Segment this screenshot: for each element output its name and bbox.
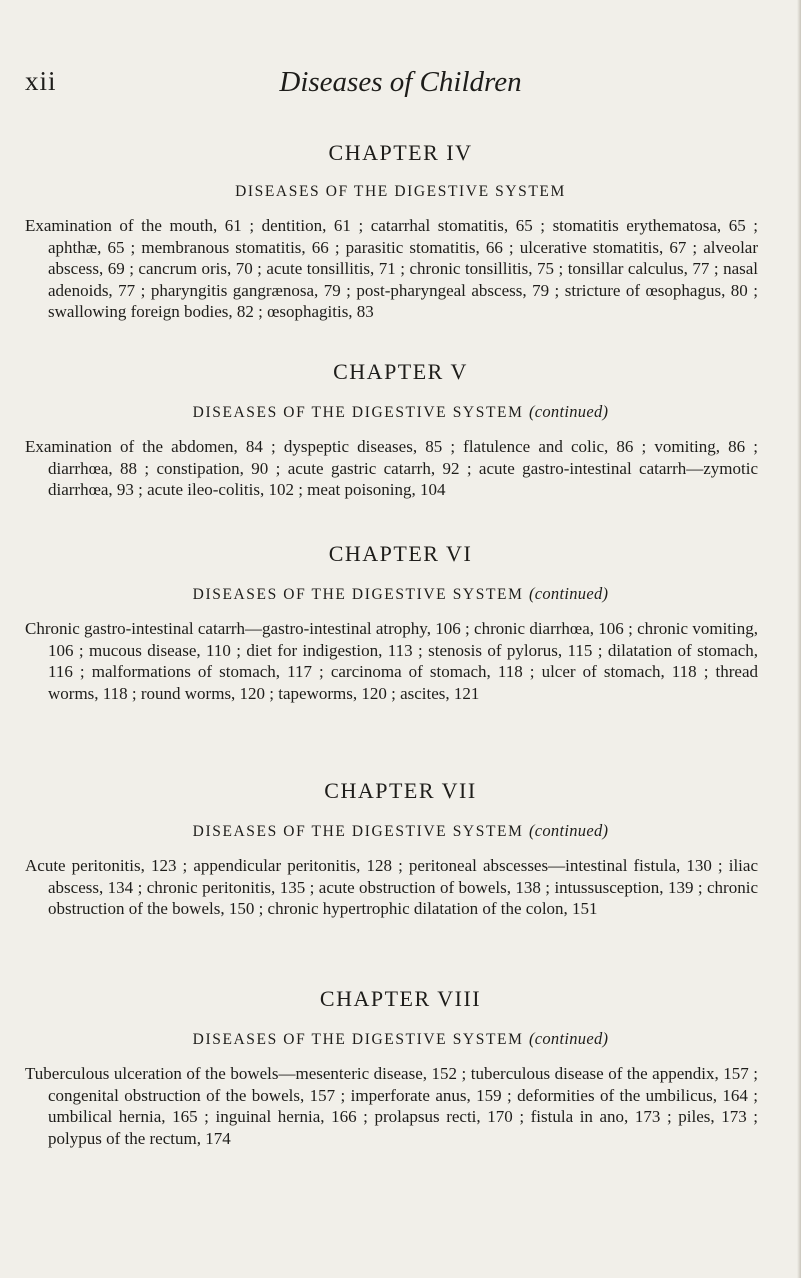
continued-note: (continued) <box>528 1029 609 1048</box>
chapter-subtitle <box>0 821 801 841</box>
continued-note: (continued) <box>528 584 609 603</box>
page-edge-shadow <box>797 0 801 1278</box>
continued-note: (continued) <box>528 821 609 840</box>
chapter-title: CHAPTER VII <box>324 778 477 803</box>
page-number: xii <box>25 66 57 96</box>
chapter-contents: Chronic gastro-intestinal catarrh—gastro-intestinal atrophy, 106 ; chronic diarrhœa, 106 ; chronic vomiting, 106 ; mucous disease, 110 ; diet for indigestion, 113 ; stenosis of pylorus, 115 ; dilatation of stomach, 116 ; malformations of stomach, 117 ; carcinoma of stomach, 118 ; ulcer of stomach, 118 ; thread worms, 118 ; round worms, 120 ; tapeworms, 120 ; ascites, 121 <box>25 619 758 703</box>
chapter-vii <box>0 778 801 920</box>
chapter-vi <box>0 541 801 704</box>
chapter-subtitle <box>0 1029 801 1049</box>
chapter-title: CHAPTER V <box>333 359 468 384</box>
chapter-v <box>0 359 801 501</box>
chapter-contents: Tuberculous ulceration of the bowels—mesenteric disease, 152 ; tuberculous disease of the appendix, 157 ; congenital obstruction of the bowels, 157 ; imperforate anus, 159 ; deformities of the umbilicus, 164 ; umbilical hernia, 165 ; inguinal hernia, 166 ; prolapsus recti, 170 ; fistula in ano, 173 ; piles, 173 ; polypus of the rectum, 174 <box>25 1064 758 1148</box>
chapter-subtitle <box>0 584 801 604</box>
running-head <box>0 66 801 106</box>
subtitle-text: DISEASES OF THE DIGESTIVE SYSTEM <box>235 183 566 200</box>
chapter-title: CHAPTER VIII <box>319 986 482 1011</box>
chapter-viii <box>0 986 801 1149</box>
chapter-subtitle <box>0 183 801 201</box>
chapter-title: CHAPTER VI <box>328 541 473 566</box>
chapter-title: CHAPTER IV <box>328 140 473 165</box>
chapter-subtitle <box>0 402 801 422</box>
chapter-contents: Examination of the mouth, 61 ; dentition, 61 ; catarrhal stomatitis, 65 ; stomatitis erythematosa, 65 ; aphthæ, 65 ; membranous stomatitis, 66 ; parasitic stomatitis, 66 ; ulcerative stomatitis, 67 ; alveolar abscess, 69 ; cancrum oris, 70 ; acute tonsillitis, 71 ; chronic tonsillitis, 75 ; tonsillar calculus, 77 ; nasal adenoids, 77 ; pharyngitis gangrænosa, 79 ; post-pharyngeal abscess, 79 ; stricture of œsophagus, 80 ; swallowing foreign bodies, 82 ; œsophagitis, 83 <box>25 216 758 321</box>
chapter-contents: Examination of the abdomen, 84 ; dyspeptic diseases, 85 ; flatulence and colic, 86 ; vomiting, 86 ; diarrhœa, 88 ; constipation, 90 ; acute gastric catarrh, 92 ; acute gastro-intestinal catarrh—zymotic diarrhœa, 93 ; acute ileo-colitis, 102 ; meat poisoning, 104 <box>25 437 758 499</box>
continued-note: (continued) <box>528 402 609 421</box>
running-title: Diseases of Children <box>279 66 522 98</box>
subtitle-text: DISEASES OF THE DIGESTIVE SYSTEM <box>192 404 524 421</box>
chapter-contents: Acute peritonitis, 123 ; appendicular peritonitis, 128 ; peritoneal abscesses—intestinal fistula, 130 ; iliac abscess, 134 ; chronic peritonitis, 135 ; acute obstruction of bowels, 138 ; intussusception, 139 ; chronic obstruction of the bowels, 150 ; chronic hypertrophic dilatation of the colon, 151 <box>25 856 758 918</box>
chapter-iv <box>0 140 801 323</box>
subtitle-text: DISEASES OF THE DIGESTIVE SYSTEM <box>192 823 524 840</box>
subtitle-text: DISEASES OF THE DIGESTIVE SYSTEM <box>192 586 524 603</box>
subtitle-text: DISEASES OF THE DIGESTIVE SYSTEM <box>192 1031 524 1048</box>
